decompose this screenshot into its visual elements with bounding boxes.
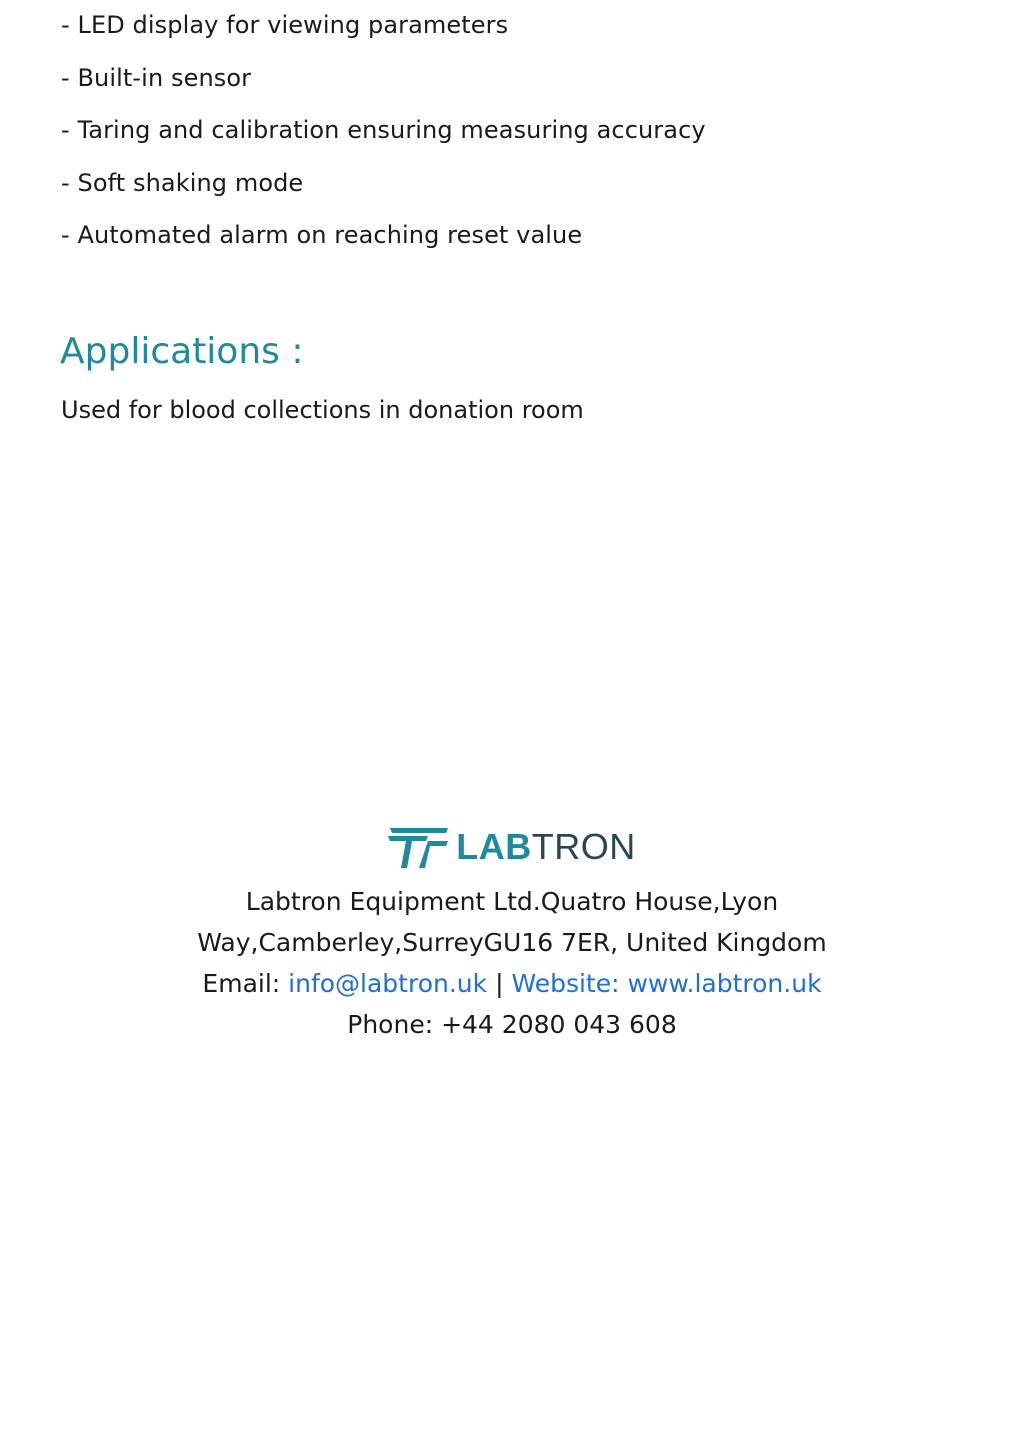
feature-item: - Built-in sensor [61,63,252,92]
phone-line: Phone: +44 2080 043 608 [347,1010,677,1039]
website-link[interactable]: Website: www.labtron.uk [511,969,822,998]
contact-line [0,963,1024,1004]
labtron-logo [388,824,636,870]
logo-wordmark-regular: TRON [531,826,636,867]
feature-list [61,10,706,273]
contact-separator: | [487,969,512,998]
applications-heading: Applications : [60,331,304,372]
labtron-logo-icon [388,826,450,868]
feature-item: - Soft shaking mode [61,168,304,197]
company-footer [0,824,1024,1045]
applications-text: Used for blood collections in donation room [61,396,584,424]
logo-wordmark [456,824,636,870]
email-label: Email: [202,969,289,998]
feature-item: - Automated alarm on reaching reset value [61,221,583,250]
address-line-1: Labtron Equipment Ltd.Quatro House,Lyon [245,887,779,916]
logo-wordmark-bold: LAB [456,826,532,867]
feature-item: - Taring and calibration ensuring measuring accuracy [61,116,706,145]
feature-item: - LED display for viewing parameters [61,11,509,39]
address-line-2: Way,Camberley,SurreyGU16 7ER, United Kingdom [197,928,827,957]
email-link[interactable]: info@labtron.uk [288,969,488,998]
